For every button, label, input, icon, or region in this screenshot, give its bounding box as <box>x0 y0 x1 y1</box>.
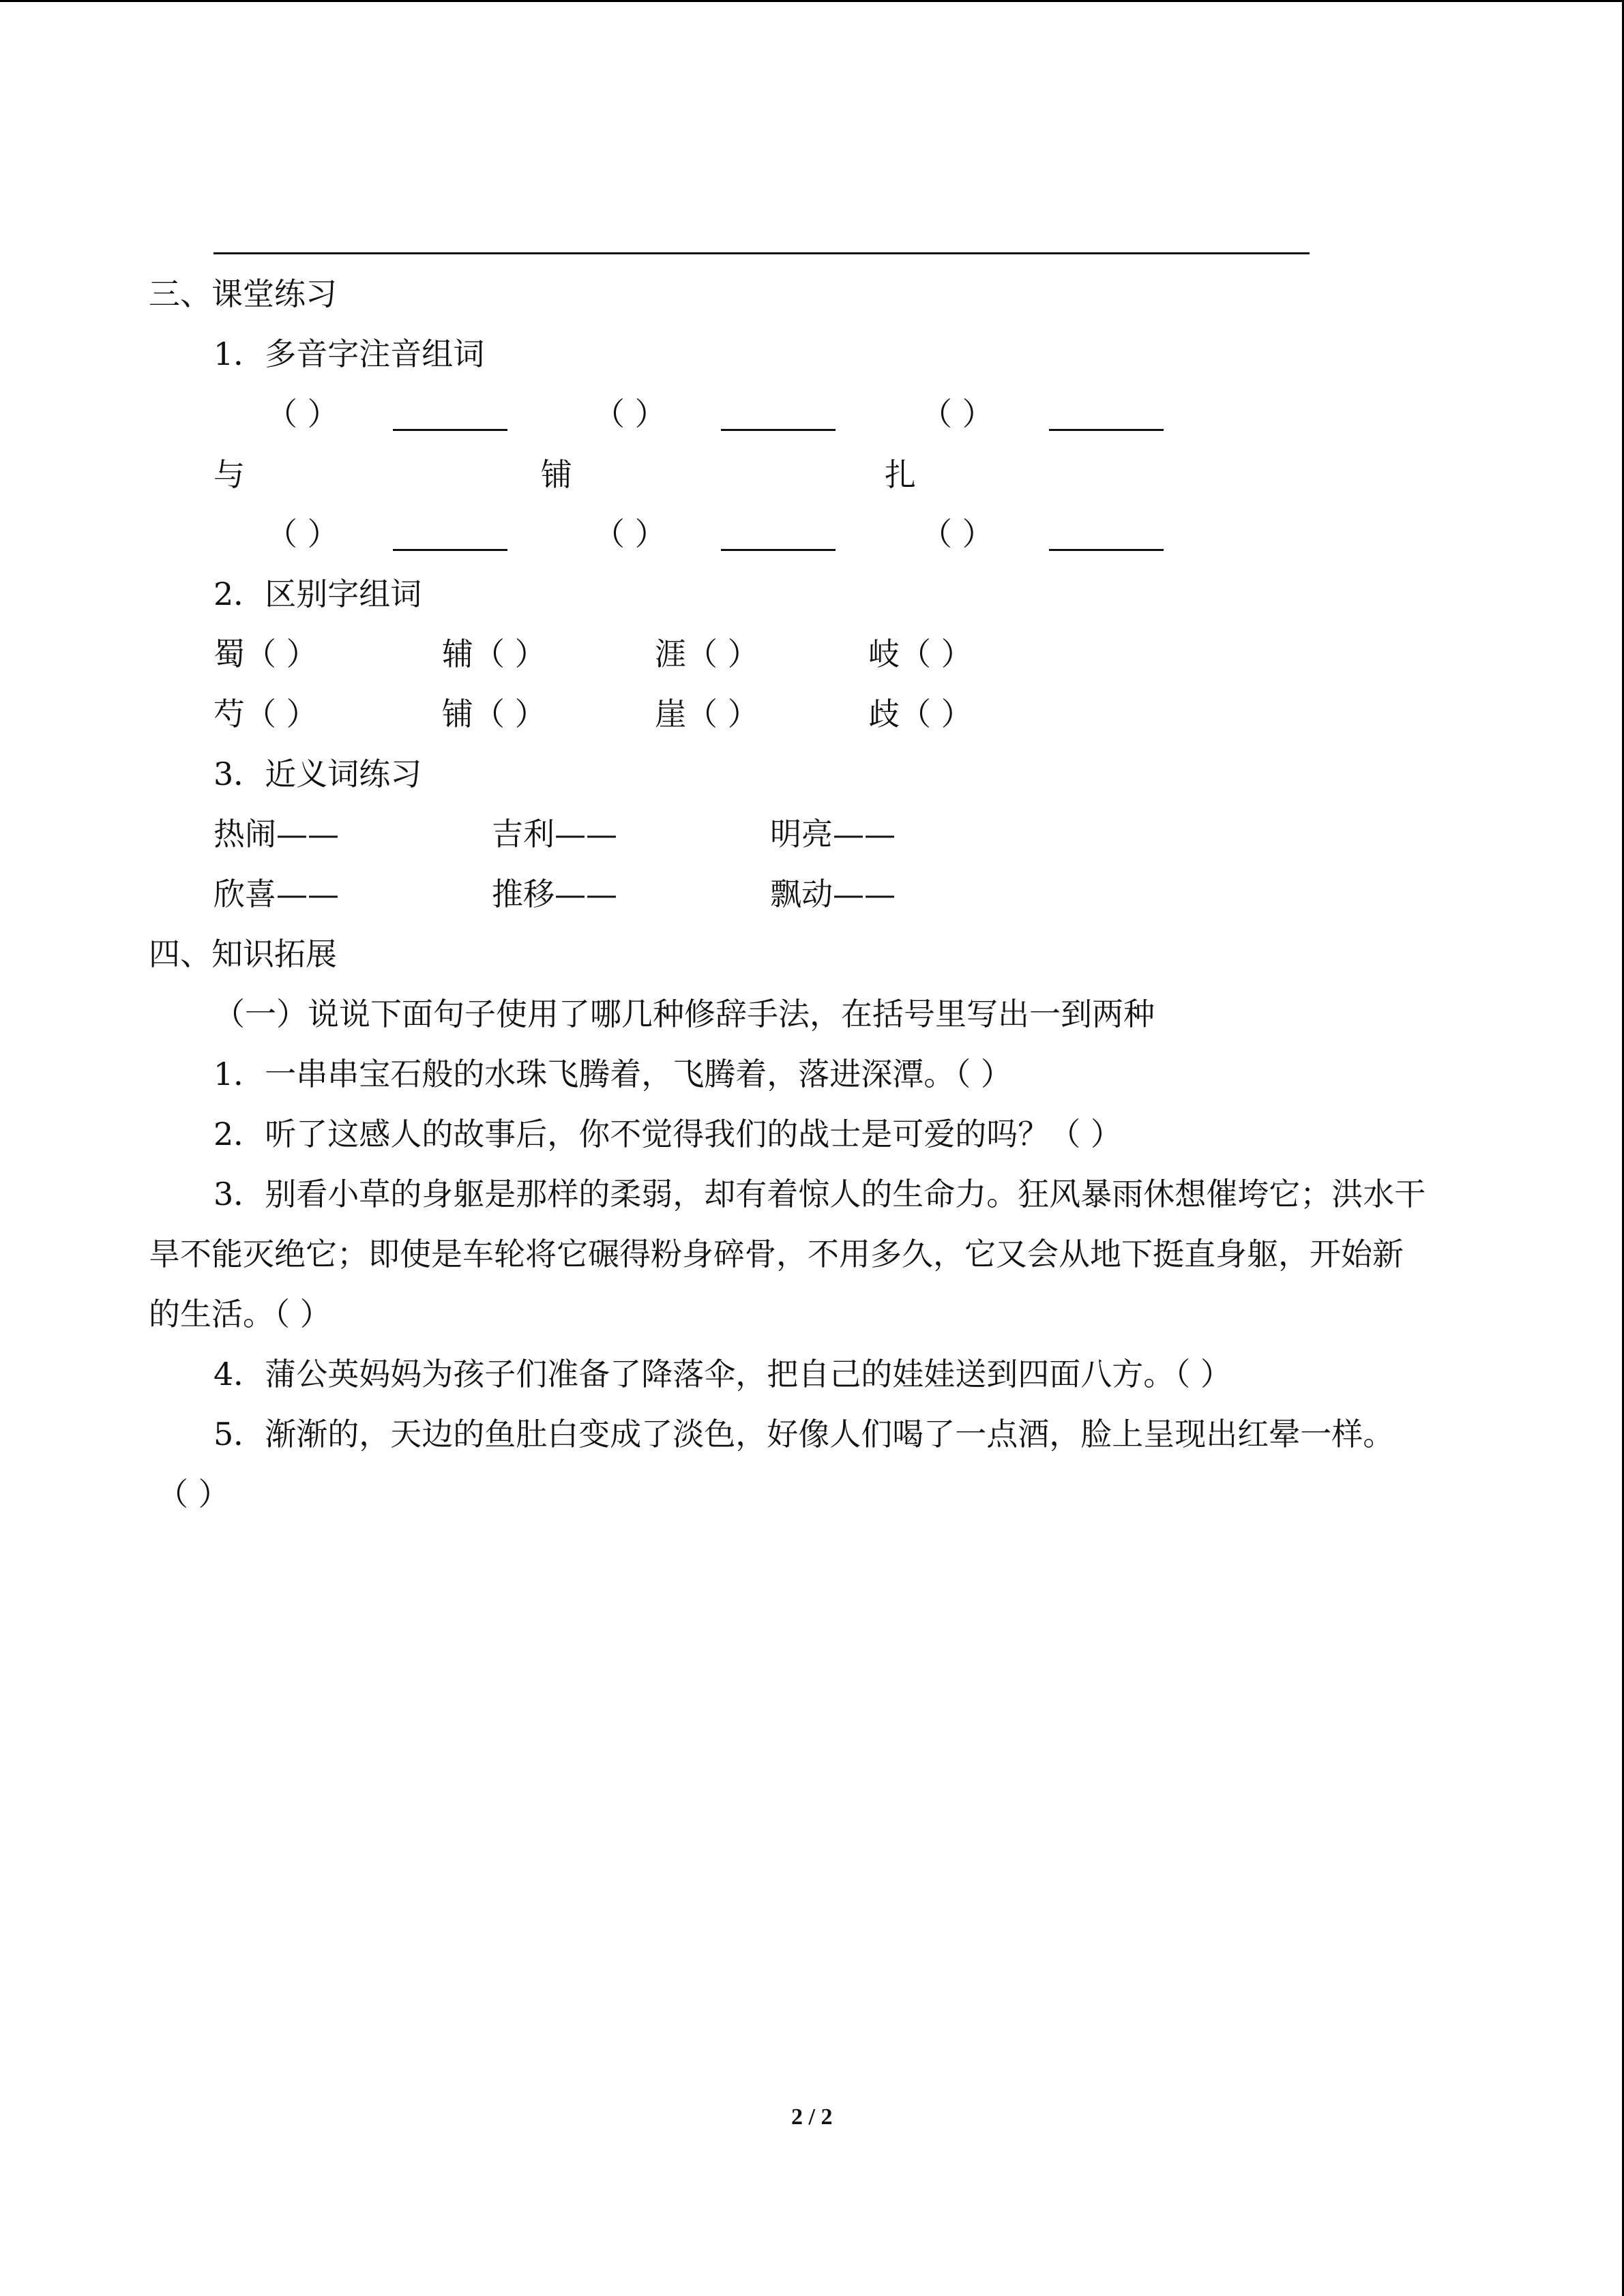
q1-answer-blank <box>1049 429 1164 431</box>
page-number: 2 / 2 <box>791 2104 833 2130</box>
q1-char: 与 <box>213 456 245 493</box>
section-4-title: 四、知识拓展 <box>149 936 337 972</box>
sentence-4: 4．蒲公英妈妈为孩子们准备了降落伞，把自己的娃娃送到四面八方。（ ） <box>213 1356 1232 1392</box>
q1-char: 铺 <box>541 456 572 493</box>
q2-item: 歧（ ） <box>868 696 973 732</box>
sentence-2: 2．听了这感人的故事后，你不觉得我们的战士是可爱的吗？（ ） <box>213 1116 1122 1152</box>
answer-line <box>213 252 1310 254</box>
q2-item: 崖（ ） <box>655 696 759 732</box>
q1-char: 扎 <box>885 456 916 493</box>
q3-item: 欣喜—— <box>213 876 339 912</box>
sentence-1: 1．一串串宝石般的水珠飞腾着，飞腾着，落进深潭。（ ） <box>213 1056 1012 1092</box>
q3-item: 热闹—— <box>213 816 339 852</box>
q1-paren: （ ） <box>921 516 994 552</box>
q1-answer-blank <box>393 549 507 551</box>
q1-paren: （ ） <box>921 396 994 432</box>
q2-item: 芍（ ） <box>213 696 318 732</box>
q2-item: 蜀（ ） <box>213 636 318 672</box>
q2-item: 岐（ ） <box>868 636 973 672</box>
q2-item: 涯（ ） <box>655 636 759 672</box>
q3-item: 飘动—— <box>770 876 896 912</box>
q3-item: 吉利—— <box>492 816 617 852</box>
q1-answer-blank <box>721 429 836 431</box>
q1-paren: （ ） <box>593 516 666 552</box>
q3-item: 明亮—— <box>770 816 896 852</box>
q2-item: 辅（ ） <box>442 636 546 672</box>
q2-title: 2．区别字组词 <box>213 576 422 612</box>
q1-paren: （ ） <box>593 396 666 432</box>
sentence-5-line-2: （ ） <box>157 1476 230 1512</box>
sentence-3-line-1: 3．别看小草的身躯是那样的柔弱，却有着惊人的生命力。狂风暴雨休想催垮它；洪水干 <box>213 1176 1426 1212</box>
q1-title: 1．多音字注音组词 <box>213 336 485 372</box>
sentence-3-line-3: 的生活。（ ） <box>149 1296 331 1332</box>
q1-paren: （ ） <box>266 396 339 432</box>
q1-paren: （ ） <box>266 516 339 552</box>
sentence-3-line-2: 旱不能灭绝它；即使是车轮将它碾得粉身碎骨，不用多久，它又会从地下挺直身躯，开始新 <box>149 1236 1404 1272</box>
section-4-intro: （一）说说下面句子使用了哪几种修辞手法，在括号里写出一到两种 <box>213 996 1155 1032</box>
q3-item: 推移—— <box>492 876 617 912</box>
q1-answer-blank <box>721 549 836 551</box>
q2-item: 铺（ ） <box>442 696 546 732</box>
q1-answer-blank <box>393 429 507 431</box>
q1-answer-blank <box>1049 549 1164 551</box>
q3-title: 3．近义词练习 <box>213 756 422 792</box>
sentence-5-line-1: 5．渐渐的，天边的鱼肚白变成了淡色，好像人们喝了一点酒，脸上呈现出红晕一样。 <box>213 1416 1395 1452</box>
section-3-title: 三、课堂练习 <box>149 275 337 312</box>
page-border-top <box>0 0 1624 2</box>
